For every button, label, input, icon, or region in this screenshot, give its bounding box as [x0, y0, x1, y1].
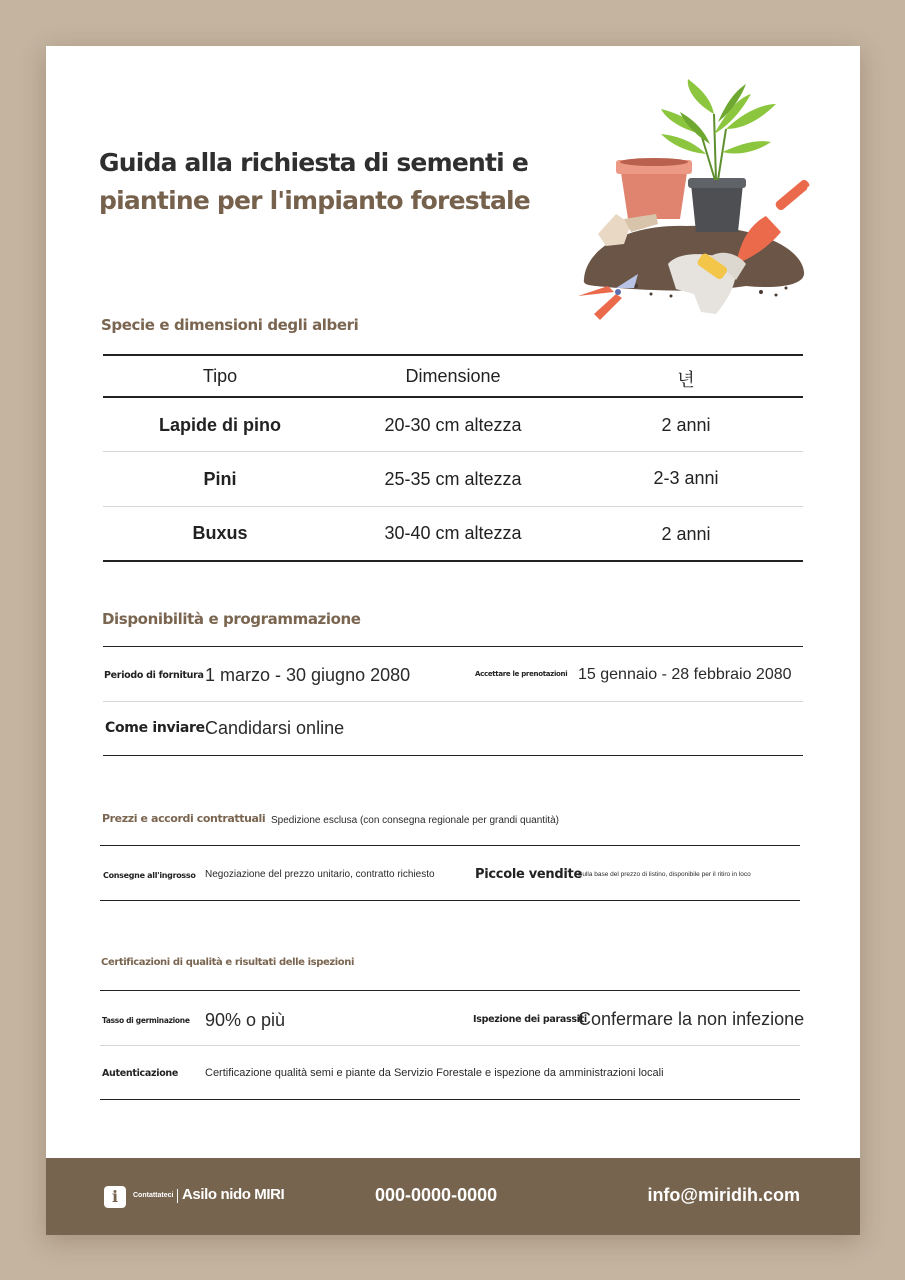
booking-label: Accettare le prenotazioni [475, 670, 568, 678]
supply-period-label: Periodo di fornitura [104, 670, 204, 681]
title-line-2: piantine per l'impianto forestale [99, 186, 530, 215]
row-years: 2 anni [661, 415, 711, 435]
column-header-type: Tipo [202, 366, 238, 386]
row-size: 30-40 cm altezza [384, 523, 522, 543]
section-rule [100, 990, 800, 991]
pest-inspection-label: Ispezione dei parassiti [473, 1014, 587, 1025]
quality-heading: Certificazioni di qualità e risultati delle ispezioni [101, 957, 355, 968]
contact-label: Contattateci [133, 1192, 174, 1199]
germination-label: Tasso di germinazione [102, 1016, 190, 1025]
section-rule [103, 646, 803, 647]
page-title [99, 144, 559, 220]
authentication-label: Autenticazione [102, 1068, 179, 1079]
row-years: 2-3 anni [653, 468, 719, 488]
supply-period-value: 1 marzo - 30 giugno 2080 [205, 665, 411, 685]
title-line-1: Guida alla richiesta di sementi e [99, 148, 528, 177]
section-rule [100, 1099, 800, 1100]
email-address[interactable]: info@miridih.com [647, 1185, 800, 1205]
germination-value: 90% o più [205, 1010, 286, 1030]
column-header-years: 년 [677, 370, 695, 390]
column-header-size: Dimensione [405, 366, 501, 386]
row-size: 25-35 cm altezza [384, 469, 522, 489]
table-header-rule [103, 396, 803, 398]
row-type: Lapide di pino [159, 415, 281, 435]
info-icon: i [104, 1186, 126, 1208]
section-rule [100, 845, 800, 846]
row-size: 20-30 cm altezza [384, 415, 522, 435]
wholesale-value: Negoziazione del prezzo unitario, contratto richiesto [205, 869, 435, 880]
wholesale-label: Consegne all'ingrosso [103, 871, 196, 880]
pest-inspection-value: Confermare la non infezione [578, 1009, 805, 1029]
phone-number[interactable]: 000-0000-0000 [375, 1185, 498, 1205]
footer-bar [46, 1158, 860, 1235]
section-rule [100, 900, 800, 901]
species-heading: Specie e dimensioni degli alberi [101, 316, 359, 334]
table-top-rule [103, 354, 803, 356]
submit-method-value: Candidarsi online [205, 718, 345, 738]
row-type: Pini [203, 469, 237, 489]
submit-method-label: Come inviare [105, 720, 205, 736]
pricing-heading: Prezzi e accordi contrattuali [102, 812, 266, 825]
section-rule [103, 755, 803, 756]
row-divider [103, 506, 803, 507]
row-years: 2 anni [661, 524, 711, 544]
organization-name: Asilo nido MIRI [182, 1186, 285, 1203]
availability-heading: Disponibilità e programmazione [102, 610, 361, 628]
retail-value: Sulla base del prezzo di listino, disponibile per il ritiro in loco [578, 871, 751, 878]
row-divider [103, 701, 803, 702]
retail-label: Piccole vendite [475, 867, 582, 882]
authentication-value: Certificazione qualità semi e piante da Servizio Forestale e ispezione da amministrazioni locali [205, 1067, 664, 1079]
table-bottom-rule [103, 560, 803, 562]
footer-separator [177, 1189, 178, 1203]
gardening-illustration [576, 74, 826, 334]
shipping-note: Spedizione esclusa (con consegna regionale per grandi quantità) [271, 815, 559, 826]
document-page [46, 46, 860, 1235]
row-type: Buxus [192, 523, 248, 543]
row-divider [103, 451, 803, 452]
booking-value: 15 gennaio - 28 febbraio 2080 [578, 666, 792, 683]
row-divider [100, 1045, 800, 1046]
